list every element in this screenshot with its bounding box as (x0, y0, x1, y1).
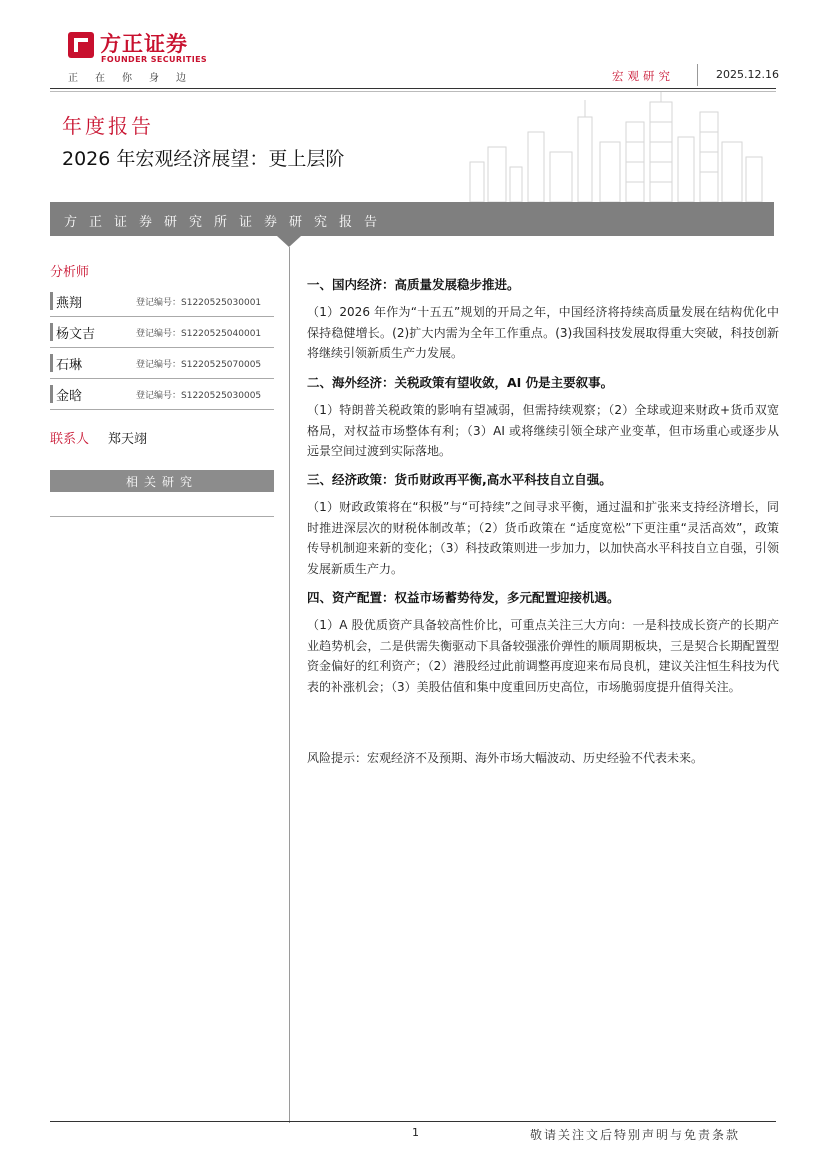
analyst-reg: 登记编号：S1220525040001 (136, 329, 262, 339)
page-number: 1 (412, 1126, 419, 1139)
analyst-row (50, 320, 274, 346)
contact-label: 联系人 (50, 432, 90, 447)
analyst-bar (50, 292, 53, 310)
logo-text-en: FOUNDER SECURITIES (101, 55, 208, 64)
section-heading: 二、海外经济：关税政策有望收敛，AI 仍是主要叙事。 (307, 375, 614, 390)
related-research-rule (50, 516, 274, 517)
report-title: 2026 年宏观经济展望：更上层阶 (62, 148, 345, 170)
slogan: 正在你身边 (68, 73, 203, 84)
analyst-separator (50, 316, 274, 317)
founder-logo-icon (66, 30, 96, 60)
analyst-reg: 登记编号：S1220525070005 (136, 360, 262, 370)
section-heading: 四、资产配置：权益市场蓄势待发，多元配置迎接机遇。 (307, 590, 620, 605)
analyst-name: 金晗 (56, 389, 83, 404)
analyst-separator (50, 409, 274, 410)
analyst-name: 石琳 (56, 358, 83, 373)
column-divider (289, 247, 290, 1123)
analyst-reg: 登记编号：S1220525030005 (136, 391, 262, 401)
section-body: （1）特朗普关税政策的影响有望减弱，但需持续观察；（2）全球或迎来财政+货币双宽格局，对权益市场整体有利；（3）AI 或将继续引领全球产业变革，但市场重心或逐步从远景空间过渡到实际落地。 (307, 403, 779, 458)
banner-notch (277, 236, 301, 247)
skyline-illustration (450, 92, 776, 202)
section-overseas (307, 373, 779, 462)
analyst-bar (50, 354, 53, 372)
analyst-row (50, 351, 274, 377)
section-domestic (307, 275, 779, 364)
section-body: （1）财政政策将在“积极”与“可持续”之间寻求平衡，通过温和扩张来支持经济增长，同时推进深层次的财税体制改革；（2）货币政策在 “适度宽松”下更注重“灵活高效”，政策传导机制迎来新的变化；（3）科技政策则进一步加力，以加快高水平科技自立自强，引领发展新质生产力。 (307, 500, 779, 576)
report-type: 年度报告 (62, 114, 154, 138)
analyst-row (50, 289, 274, 315)
analyst-name: 杨文吉 (56, 327, 96, 342)
analyst-row (50, 382, 274, 408)
section-heading: 一、国内经济：高质量发展稳步推进。 (307, 277, 520, 292)
analyst-bar (50, 385, 53, 403)
analyst-name: 燕翔 (56, 296, 83, 311)
contact-name: 郑天翊 (108, 432, 148, 447)
analyst-separator (50, 347, 274, 348)
risk-warning: 风险提示：宏观经济不及预期、海外市场大幅波动、历史经验不代表未来。 (307, 751, 704, 765)
header-rule (50, 88, 776, 89)
section-policy (307, 470, 779, 579)
header-divider (697, 64, 698, 86)
section-body: （1）2026 年作为“十五五”规划的开局之年，中国经济将持续高质量发展在结构优化中保持稳健增长。(2)扩大内需为全年工作重点。(3)我国科技发展取得重大突破，科技创新将继续引领新质生产力发展。 (307, 305, 779, 360)
section-heading: 三、经济政策：货币财政再平衡,高水平科技自立自强。 (307, 472, 612, 487)
report-date: 2025.12.16 (716, 68, 779, 81)
related-research-label: 相关研究 (125, 475, 198, 489)
analyst-separator (50, 378, 274, 379)
logo-text-cn: 方正证券 (100, 32, 188, 56)
footer-rule (50, 1121, 776, 1122)
banner-text: 方正证券研究所证券研究报告 (64, 215, 390, 230)
analyst-reg: 登记编号：S1220525030001 (136, 298, 262, 308)
footer-disclaimer: 敬请关注文后特别声明与免责条款 (530, 1128, 741, 1142)
analyst-label: 分析师 (50, 265, 90, 280)
section-body: （1）A 股优质资产具备较高性价比，可重点关注三大方向：一是科技成长资产的长期产业趋势机会，二是供需失衡驱动下具备较强涨价弹性的顺周期板块，三是契合长期配置型资金偏好的红利资产；（2）港股经过此前调整再度迎来布局良机，建议关注恒生科技为代表的补涨机会；（3）美股估值和集中度重回历史高位，市场脆弱度提升值得关注。 (307, 618, 779, 694)
report-category: 宏观研究 (612, 69, 674, 83)
section-allocation (307, 588, 779, 697)
analyst-bar (50, 323, 53, 341)
